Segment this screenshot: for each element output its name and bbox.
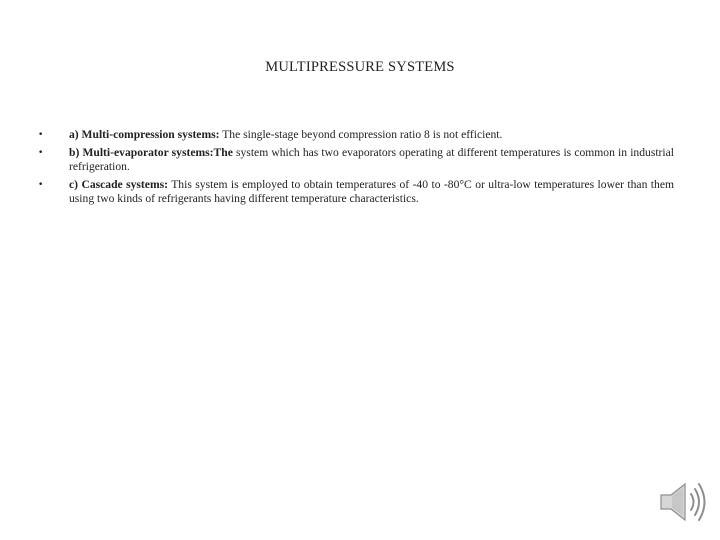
bullet-marker: •	[38, 147, 44, 158]
bullet-lead-multi-compression: a) Multi-compression systems:	[69, 128, 220, 141]
bullet-marker: •	[38, 130, 44, 140]
bullet-text-multi-compression: The single-stage beyond compression ratio 8 is not efficient.	[219, 128, 503, 141]
slide-title: MULTIPRESSURE SYSTEMS	[265, 59, 455, 75]
bullet-item-cascade	[38, 178, 674, 207]
bullet-lead-cascade: c) Cascade systems:	[69, 177, 168, 191]
bullet-lead-multi-evaporator: b) Multi-evaporator systems:The	[69, 145, 233, 159]
bullet-item-multi-compression	[38, 128, 674, 143]
bullet-item-multi-evaporator	[38, 146, 674, 175]
bullet-text-cascade: This system is employed to obtain temperatures of -40 to -80°C or ultra-low temperatures lower than them using two kinds of refrigerants having different temperature characteristics.	[69, 177, 674, 206]
bullet-list	[38, 128, 674, 210]
speaker-icon[interactable]	[658, 476, 710, 528]
bullet-marker: •	[38, 179, 44, 190]
bullet-text-multi-evaporator: system which has two evaporators operating at different temperatures is common in industrial refrigeration.	[69, 145, 674, 174]
